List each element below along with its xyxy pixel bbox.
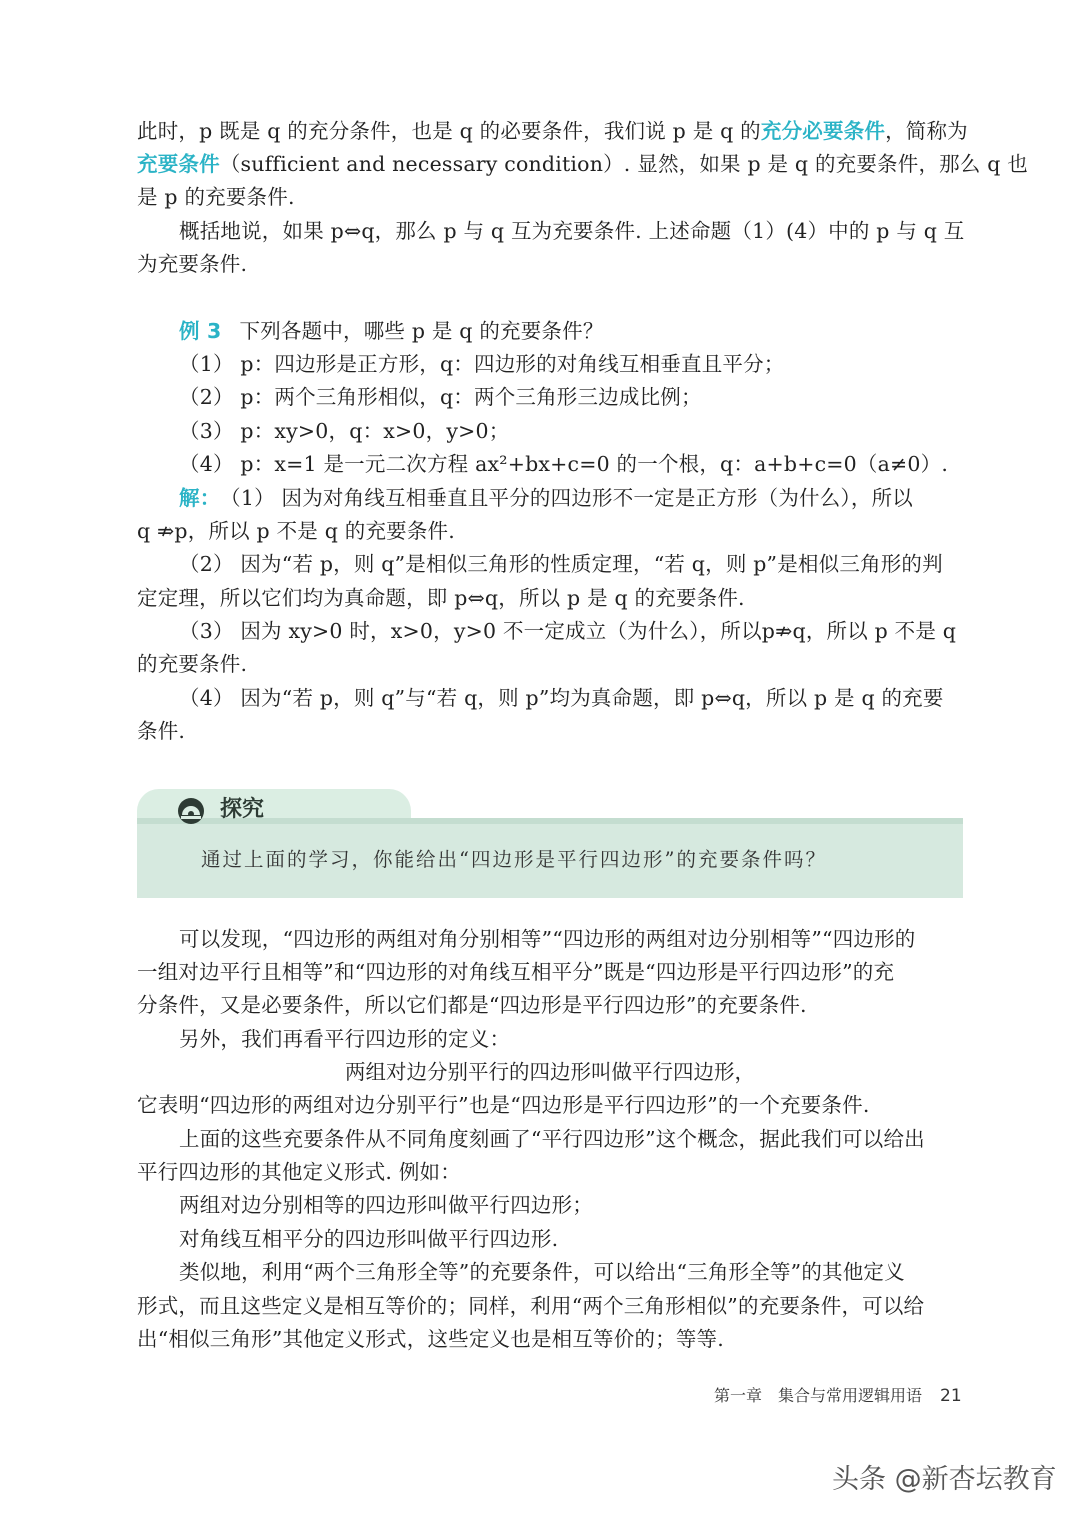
solution-line: q ⇏p，所以 p 不是 q 的充要条件. [137, 519, 455, 543]
para5-line2: 平行四边形的其他定义形式. 例如： [137, 1160, 461, 1184]
page-number: 21 [940, 1386, 962, 1406]
solution-label: 解： [179, 486, 221, 510]
solution-line [179, 482, 963, 515]
example-question: 下列各题中，哪些 p 是 q 的充要条件？ [239, 319, 604, 343]
para1-text-c: （sufficient and necessary condition）. 显然，如果 p 是 q 的充要条件，那么 q 也 [219, 152, 1029, 176]
explore-question: 通过上面的学习，你能给出“四边形是平行四边形”的充要条件吗？ [201, 848, 827, 871]
example-item: （1） p：四边形是正方形，q：四边形的对角线互相垂直且平分； [179, 352, 785, 376]
para3-line3: 分条件，又是必要条件，所以它们都是“四边形是平行四边形”的充要条件. [137, 993, 807, 1017]
solution-line: 条件. [137, 719, 186, 743]
para1-line3: 是 p 的充要条件. [137, 185, 295, 209]
para3-line1: 可以发现，“四边形的两组对角分别相等”“四边形的两组对边分别相等”“四边形的 [179, 927, 916, 951]
page-footer [714, 1384, 962, 1408]
solution-line: 定定理，所以它们均为真命题，即 p⇔q，所以 p 是 q 的充要条件. [137, 586, 745, 610]
para5-line1: 上面的这些充要条件从不同角度刻画了“平行四边形”这个概念，据此我们可以给出 [179, 1127, 925, 1151]
term-necessary-sufficient: 充要条件 [137, 152, 220, 176]
solution-line: 的充要条件. [137, 652, 248, 676]
explore-title: 探究 [220, 797, 265, 822]
para6-line2: 形式，而且这些定义是相互等价的；同样，利用“两个三角形相似”的充要条件，可以给 [137, 1294, 925, 1318]
para1-line2 [137, 148, 1029, 181]
example-label: 例 3 [179, 319, 222, 343]
para2-line2: 为充要条件. [137, 252, 248, 276]
para1-text-a: 此时，p 既是 q 的充分条件，也是 q 的必要条件，我们说 p 是 q 的 [137, 119, 761, 143]
term-sufficient-necessary: 充分必要条件 [760, 119, 886, 143]
para4-line2: 它表明“四边形的两组对边分别平行”也是“四边形是平行四边形”的一个充要条件. [137, 1093, 870, 1117]
para3-line2: 一组对边平行且相等”和“四边形的对角线互相平分”既是“四边形是平行四边形”的充 [137, 960, 895, 984]
solution-text: （1） 因为对角线互相垂直且平分的四边形不一定是正方形（为什么），所以 [230, 486, 913, 510]
definition-centered: 两组对边分别平行的四边形叫做平行四边形， [345, 1060, 755, 1084]
chapter-title: 第一章 集合与常用逻辑用语 [714, 1386, 923, 1405]
para6-line1: 类似地，利用“两个三角形全等”的充要条件，可以给出“三角形全等”的其他定义 [179, 1260, 905, 1284]
definition-alt-2: 对角线互相平分的四边形叫做平行四边形. [179, 1227, 559, 1251]
para6-line3: 出“相似三角形”其他定义形式，这些定义也是相互等价的；等等. [137, 1327, 724, 1351]
example-item: （2） p：两个三角形相似，q：两个三角形三边成比例； [179, 385, 702, 409]
solution-line: （3） 因为 xy>0 时，x>0，y>0 不一定成立（为什么），所以p⇏q，所以 p 不是 q [179, 619, 957, 643]
para1-line1 [137, 115, 968, 148]
definition-alt-1: 两组对边分别相等的四边形叫做平行四边形； [179, 1193, 593, 1217]
para2-line1: 概括地说，如果 p⇔q，那么 p 与 q 互为充要条件. 上述命题（1）(4）中的 p 与 q 互 [179, 219, 965, 243]
example-item: （4） p：x=1 是一元二次方程 ax²+bx+c=0 的一个根，q：a+b+c=0（a≠0）. [179, 452, 949, 476]
watermark: 头条 @新杏坛教育 [832, 1464, 1057, 1495]
example-item: （3） p：xy>0，q：x>0，y>0； [179, 419, 510, 443]
solution-line: （2） 因为“若 p，则 q”是相似三角形的性质定理，“若 q，则 p”是相似三角形的判 [179, 552, 943, 576]
para4-line1: 另外，我们再看平行四边形的定义： [179, 1027, 511, 1051]
explore-icon [176, 796, 206, 826]
example-heading [179, 315, 963, 348]
solution-line: （4） 因为“若 p，则 q”与“若 q，则 p”均为真命题，即 p⇔q，所以 p 是 q 的充要 [179, 686, 944, 710]
para1-text-b: ，简称为 [885, 119, 968, 143]
